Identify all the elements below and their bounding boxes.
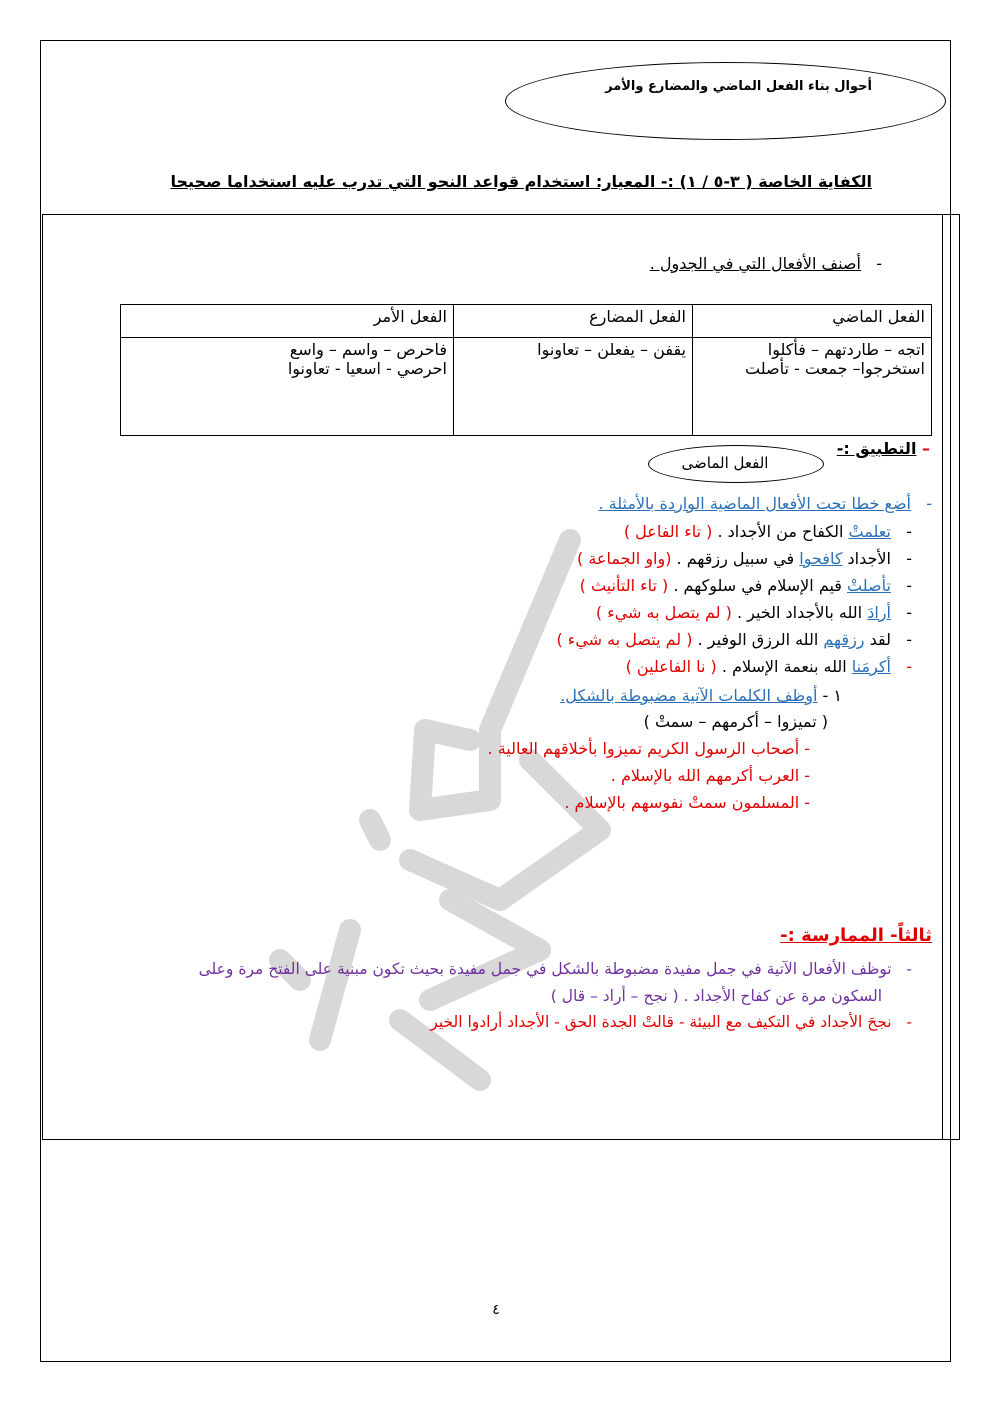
verb-classification-table bbox=[120, 304, 932, 436]
exercise-words: ( تميزوا – أكرمهم – سمتْ ) bbox=[643, 712, 828, 731]
sentence-3: - تأصلتْ قيم الإسلام في سلوكهم . ( تاء التأنيث ) bbox=[579, 576, 912, 595]
past-verb-oval-label: الفعل الماضى bbox=[681, 454, 769, 472]
cell-past bbox=[693, 338, 932, 436]
sentence-1-verb: تعلمتْ bbox=[848, 522, 891, 541]
sentence-1-note: ( تاء الفاعل ) bbox=[623, 522, 713, 541]
sentence-1: - تعلمتْ الكفاح من الأجداد . ( تاء الفاعل ) bbox=[623, 522, 912, 541]
sentence-5: - لقد رزقهم الله الرزق الوفير . ( لم يتصل به شيء ) bbox=[556, 630, 912, 649]
task-bullet: - bbox=[876, 254, 882, 273]
cell-imperative bbox=[121, 338, 454, 436]
header-present: الفعل المضارع bbox=[454, 305, 693, 338]
sentence-6-verb: أكرمَنا bbox=[851, 657, 891, 676]
sentence-2: - الأجداد كافحوا في سبيل رزقهم . (واو الجماعة ) bbox=[577, 549, 912, 568]
imperative-line-2: احرصي - اسعيا - تعاونوا bbox=[287, 359, 447, 378]
content-border-inner-line bbox=[942, 214, 943, 1140]
page-title: أحوال بناء الفعل الماضي والمضارع والأمر bbox=[605, 79, 872, 94]
title-oval bbox=[505, 62, 946, 140]
cell-present bbox=[454, 338, 693, 436]
practice-title: ثالثاً- الممارسة :- bbox=[780, 925, 932, 946]
present-line-1: يقفن – يفعلن – تعاونوا bbox=[537, 340, 686, 359]
application-dash: – bbox=[922, 439, 930, 458]
sentence-2-verb: كافحوا bbox=[799, 549, 843, 568]
page-number: ٤ bbox=[492, 1302, 500, 1318]
sentence-4-verb: أرادَ bbox=[867, 603, 891, 622]
task-title-text: أصنف الأفعال التي في الجدول . bbox=[649, 254, 861, 273]
exercise-instruction bbox=[400, 682, 842, 710]
past-line-1: اتجه – طاردتهم – فأكلوا bbox=[767, 340, 925, 359]
practice-line-1: - توظف الأفعال الآتية في جمل مفيدة مضبوطة بالشكل في جمل مفيدة بحيث تكون مبنية على الفتح مرة وعلى bbox=[198, 960, 912, 978]
competency-standard: الكفاية الخاصة ( ٣-٥ / ١) :- المعيار: استخدام قواعد النحو التي تدرب عليه استخداما صحيحا bbox=[170, 172, 872, 191]
sentence-4: - أرادَ الله بالأجداد الخير . ( لم يتصل به شيء ) bbox=[595, 603, 912, 622]
application-label: التطبيق :- bbox=[836, 439, 917, 458]
application-heading bbox=[830, 439, 930, 458]
exercise-number: ١ - bbox=[822, 686, 842, 705]
sentence-3-verb: تأصلتْ bbox=[847, 576, 891, 595]
sentence-5-note: ( لم يتصل به شيء ) bbox=[556, 630, 693, 649]
exercise-instruction-text: أوظف الكلمات الآتية مضبوطة بالشكل. bbox=[560, 686, 818, 705]
past-line-2: استخرجوا– جمعت - تأصلت bbox=[745, 359, 925, 378]
sentence-4-note: ( لم يتصل به شيء ) bbox=[595, 603, 732, 622]
sentence-3-note: ( تاء التأنيث ) bbox=[579, 576, 669, 595]
imperative-line-1: فاحرص – واسم – واسع bbox=[289, 340, 447, 359]
sentence-6: - أكرمَنا الله بنعمة الإسلام . ( نا الفاعلين ) bbox=[625, 657, 912, 676]
sentence-6-note: ( نا الفاعلين ) bbox=[625, 657, 717, 676]
task-title bbox=[640, 254, 882, 273]
application-instruction: - أضع خطا تحت الأفعال الماضية الواردة بالأمثلة . bbox=[598, 494, 932, 513]
practice-line-2: السكون مرة عن كفاح الأجداد . ( نجح – أراد – قال ) bbox=[550, 987, 882, 1005]
exercise-sentence-2: - العرب أكرمهم الله بالإسلام . bbox=[610, 766, 810, 785]
header-past: الفعل الماضي bbox=[693, 305, 932, 338]
exercise-sentence-1: - أصحاب الرسول الكريم تميزوا بأخلاقهم العالية . bbox=[487, 739, 810, 758]
header-imperative: الفعل الأمر bbox=[121, 305, 454, 338]
sentence-5-verb: رزقهم bbox=[823, 630, 865, 649]
practice-answer: - نجحَ الأجداد في التكيف مع البيئة - قالتْ الجدة الحق - الأجداد أرادوا الخير bbox=[430, 1013, 912, 1031]
exercise-sentence-3: - المسلمون سمتْ نفوسهم بالإسلام . bbox=[564, 793, 810, 812]
sentence-2-note: (واو الجماعة ) bbox=[577, 549, 672, 568]
